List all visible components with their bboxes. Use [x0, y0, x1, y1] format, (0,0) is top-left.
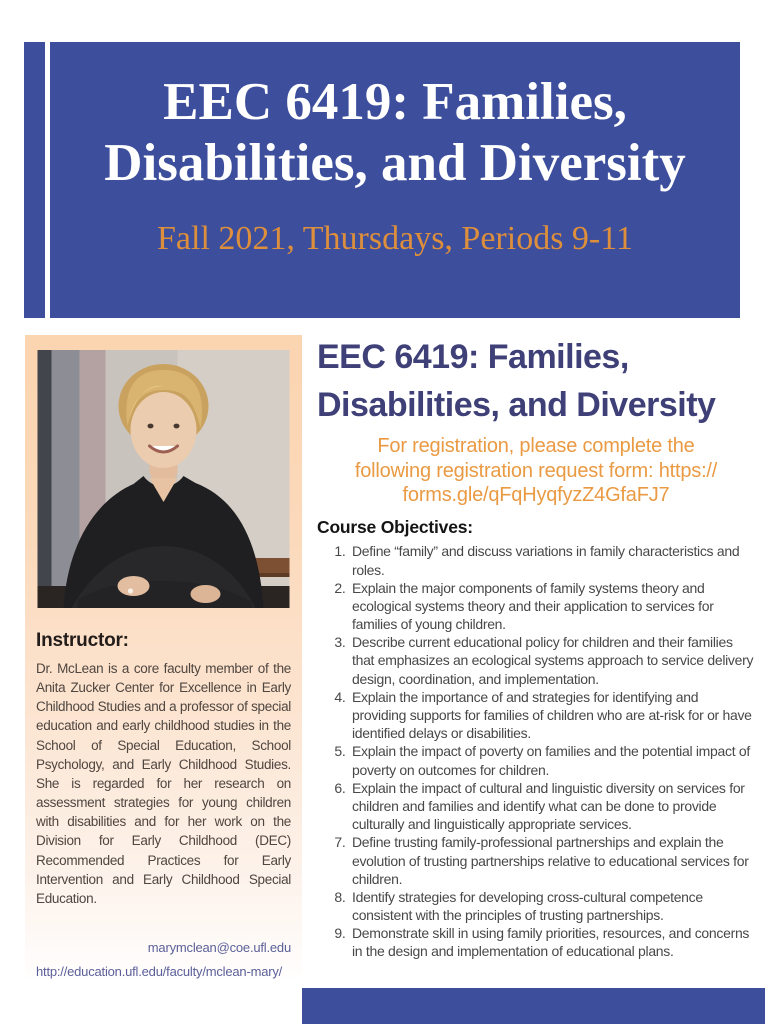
instructor-email-link[interactable]: marymclean@coe.ufl.edu	[147, 940, 291, 956]
instructor-photo	[36, 350, 291, 608]
objective-item: 5. Explain the impact of poverty on families and the potential impact of poverty on outcomes for children.	[349, 742, 755, 778]
objective-item: 1. Define “family” and discuss variations in family characteristics and roles.	[349, 542, 755, 578]
course-schedule: Fall 2021, Thursdays, Periods 9-11	[157, 219, 633, 257]
registration-line: For registration, please complete the	[377, 435, 695, 458]
main-course-title: EEC 6419: Families, Disabilities, and Diversity	[317, 338, 716, 424]
objectives-list	[317, 542, 755, 960]
instructor-website-link[interactable]: http://education.ufl.edu/faculty/mclean-mary/	[36, 964, 283, 980]
objective-item: 8. Identify strategies for developing cross-cultural competence consistent with the principles of trusting partnerships.	[349, 888, 755, 924]
course-title: EEC 6419: Families, Disabilities, and Diversity	[104, 73, 686, 193]
objectives-heading: Course Objectives:	[317, 517, 473, 538]
objective-item: 7. Define trusting family-professional partnerships and explain the evolution of trusting partnerships relative to educational services for children.	[349, 833, 755, 888]
registration-form-link[interactable]: forms.gle/qFqHyqfyzZ4GfaFJ7	[402, 483, 670, 506]
objective-item: 9. Demonstrate skill in using family priorities, resources, and concerns in the design and implementation of educational plans.	[349, 924, 755, 960]
registration-note	[317, 434, 755, 507]
instructor-heading: Instructor:	[36, 630, 129, 651]
registration-line: following registration request form: https://	[354, 459, 718, 482]
instructor-sidebar	[25, 335, 302, 978]
objective-item: 6. Explain the impact of cultural and linguistic diversity on services for children and families and identify what can be done to provide culturally and linguistically appropriate services.	[349, 779, 755, 834]
header-accent-bar	[24, 42, 45, 318]
objective-item: 3. Describe current educational policy for children and their families that emphasizes an ecological systems approach to service delivery design, coordination, and implementation.	[349, 633, 755, 688]
header-banner	[50, 42, 740, 318]
footer-accent-bar	[302, 988, 765, 1024]
objective-item: 2. Explain the major components of family systems theory and ecological systems theory and their application to services for families of young children.	[349, 579, 755, 634]
main-content	[317, 334, 755, 961]
instructor-bio: Dr. McLean is a core faculty member of the Anita Zucker Center for Excellence in Early Childhood Studies and a professor of special education and early childhood studies in the School of Special Education, School Psychology, and Early Childhood Studies. She is regarded for her research on assessment strategies for young children with disabilities and for her work on the Division for Early Childhood (DEC) Recommended Practices for Early Intervention and Early Childhood Special Education.	[36, 661, 291, 906]
objective-item: 4. Explain the importance of and strategies for identifying and providing supports for families of children who are at-risk for or have identified delays or disabilities.	[349, 688, 755, 743]
